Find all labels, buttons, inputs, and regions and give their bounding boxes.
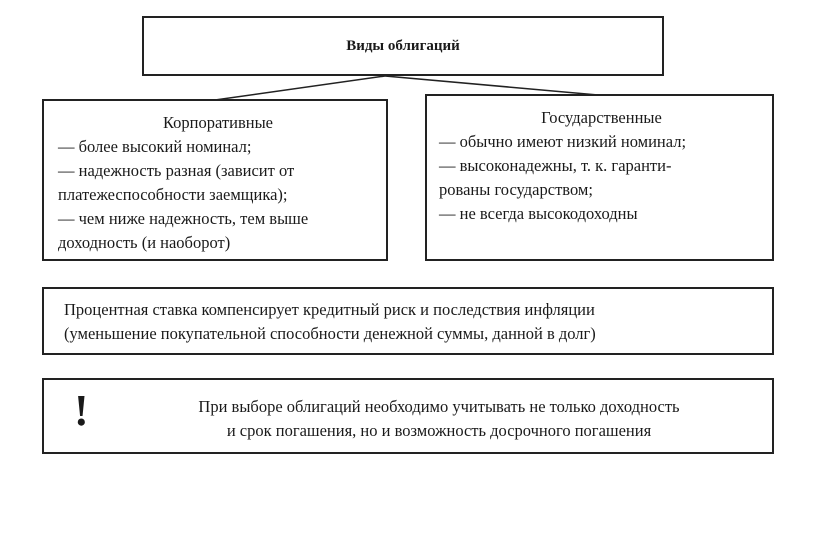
government-line: — не всегда высокодоходны: [439, 204, 638, 223]
corporate-line: платежеспособности заемщика);: [58, 185, 288, 204]
warning-line: и срок погашения, но и возможность досрочного погашения: [226, 421, 652, 440]
government-line: рованы государством;: [439, 180, 593, 199]
title-box: [142, 16, 664, 76]
exclamation-icon: !: [74, 386, 89, 435]
government-line: — высоконадежны, т. к. гаранти-: [439, 156, 672, 175]
government-line: — обычно имеют низкий номинал;: [439, 132, 687, 151]
connector-to-government: [385, 76, 598, 95]
corporate-line: доходность (и наоборот): [58, 233, 231, 252]
note-line: (уменьшение покупательной способности денежной суммы, данной в долг): [64, 324, 596, 343]
warning-text: [114, 395, 764, 443]
corporate-line: — надежность разная (зависит от: [58, 161, 295, 180]
corporate-line: — более высокий номинал;: [58, 137, 252, 156]
note-line: Процентная ставка компенсирует кредитный риск и последствия инфляции: [64, 300, 595, 319]
connector-to-corporate: [215, 76, 385, 100]
interest-rate-note-box: [42, 287, 774, 355]
warning-box: [42, 378, 774, 454]
corporate-bonds-box: [42, 99, 388, 261]
government-heading: Государственные: [541, 108, 662, 127]
corporate-heading: Корпоративные: [163, 113, 273, 132]
corporate-line: — чем ниже надежность, тем выше: [58, 209, 309, 228]
government-bonds-box: [425, 94, 774, 261]
diagram-title: Виды облигаций: [346, 37, 460, 54]
warning-line: При выборе облигаций необходимо учитывать не только доходность: [198, 397, 680, 416]
